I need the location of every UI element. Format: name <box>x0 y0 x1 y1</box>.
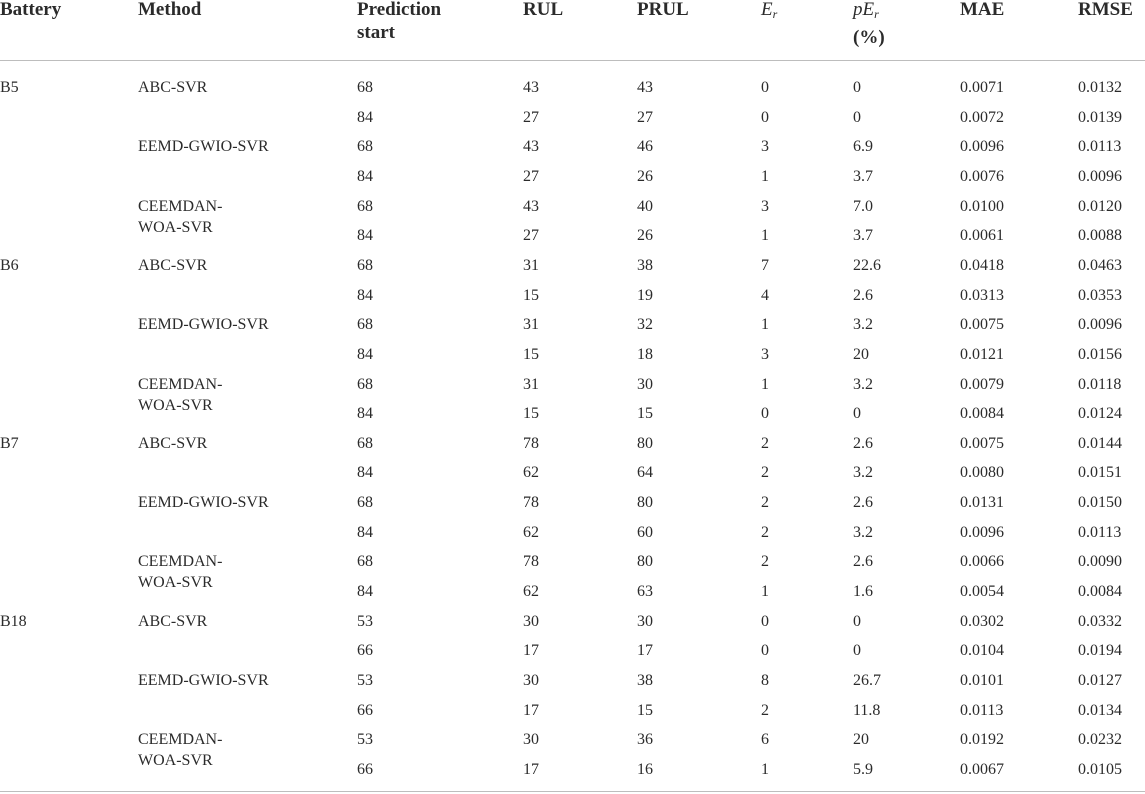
cell-er: 3 <box>761 346 769 363</box>
cell-er: 1 <box>761 316 769 333</box>
cell-rmse: 0.0132 <box>1078 79 1122 96</box>
cell-mae: 0.0054 <box>960 583 1004 600</box>
cell-mae: 0.0121 <box>960 346 1004 363</box>
cell-rul: 17 <box>523 642 539 659</box>
header-per-unit: (%) <box>853 27 885 48</box>
cell-prul: 30 <box>637 613 653 630</box>
cell-per: 2.6 <box>853 287 873 304</box>
cell-per: 2.6 <box>853 494 873 511</box>
cell-prul: 38 <box>637 257 653 274</box>
cell-mae: 0.0113 <box>960 702 1004 719</box>
cell-prul: 15 <box>637 702 653 719</box>
cell-mae: 0.0066 <box>960 553 1004 570</box>
cell-start: 66 <box>357 642 373 659</box>
cell-method: CEEMDAN- WOA-SVR <box>138 553 223 591</box>
cell-rul: 30 <box>523 731 539 748</box>
cell-er: 4 <box>761 287 769 304</box>
cell-prul: 64 <box>637 464 653 481</box>
cell-prul: 46 <box>637 138 653 155</box>
cell-er: 1 <box>761 168 769 185</box>
cell-mae: 0.0302 <box>960 613 1004 630</box>
cell-prul: 17 <box>637 642 653 659</box>
cell-rmse: 0.0332 <box>1078 613 1122 630</box>
cell-er: 2 <box>761 494 769 511</box>
cell-er: 3 <box>761 198 769 215</box>
cell-rul: 15 <box>523 287 539 304</box>
cell-prul: 26 <box>637 227 653 244</box>
cell-rmse: 0.0120 <box>1078 198 1122 215</box>
cell-per: 5.9 <box>853 761 873 778</box>
cell-per: 6.9 <box>853 138 873 155</box>
cell-rul: 78 <box>523 435 539 452</box>
cell-per: 20 <box>853 731 869 748</box>
cell-start: 66 <box>357 761 373 778</box>
cell-mae: 0.0075 <box>960 435 1004 452</box>
cell-per: 1.6 <box>853 583 873 600</box>
cell-prul: 26 <box>637 168 653 185</box>
cell-start: 53 <box>357 613 373 630</box>
cell-battery: B5 <box>0 79 19 96</box>
cell-rul: 62 <box>523 464 539 481</box>
cell-rmse: 0.0463 <box>1078 257 1122 274</box>
header-prul: PRUL <box>637 0 689 20</box>
cell-method: ABC-SVR <box>138 613 208 630</box>
cell-mae: 0.0313 <box>960 287 1004 304</box>
cell-rul: 31 <box>523 257 539 274</box>
cell-rul: 27 <box>523 109 539 126</box>
cell-er: 2 <box>761 464 769 481</box>
cell-start: 68 <box>357 435 373 452</box>
cell-method: ABC-SVR <box>138 79 208 96</box>
cell-rmse: 0.0084 <box>1078 583 1122 600</box>
cell-mae: 0.0104 <box>960 642 1004 659</box>
cell-per: 0 <box>853 79 861 96</box>
cell-er: 1 <box>761 583 769 600</box>
cell-start: 84 <box>357 168 373 185</box>
cell-start: 68 <box>357 376 373 393</box>
cell-rul: 27 <box>523 168 539 185</box>
cell-er: 6 <box>761 731 769 748</box>
cell-start: 66 <box>357 702 373 719</box>
cell-er: 0 <box>761 642 769 659</box>
cell-er: 0 <box>761 79 769 96</box>
table-header <box>0 0 1145 60</box>
cell-rmse: 0.0105 <box>1078 761 1122 778</box>
cell-mae: 0.0067 <box>960 761 1004 778</box>
cell-rmse: 0.0088 <box>1078 227 1122 244</box>
cell-rmse: 0.0194 <box>1078 642 1122 659</box>
header-mae: MAE <box>960 0 1005 20</box>
cell-prul: 60 <box>637 524 653 541</box>
header-battery: Battery <box>0 0 62 20</box>
cell-rmse: 0.0134 <box>1078 702 1122 719</box>
cell-rul: 15 <box>523 405 539 422</box>
cell-start: 84 <box>357 109 373 126</box>
cell-per: 2.6 <box>853 553 873 570</box>
cell-method: ABC-SVR <box>138 257 208 274</box>
header-rul: RUL <box>523 0 564 20</box>
cell-rul: 43 <box>523 198 539 215</box>
cell-per: 3.2 <box>853 464 873 481</box>
cell-er: 2 <box>761 524 769 541</box>
cell-method: EEMD-GWIO-SVR <box>138 672 269 689</box>
cell-rul: 17 <box>523 761 539 778</box>
cell-per: 0 <box>853 613 861 630</box>
cell-start: 53 <box>357 731 373 748</box>
cell-rul: 30 <box>523 613 539 630</box>
cell-start: 53 <box>357 672 373 689</box>
cell-er: 2 <box>761 435 769 452</box>
cell-start: 68 <box>357 553 373 570</box>
cell-start: 84 <box>357 346 373 363</box>
cell-rmse: 0.0144 <box>1078 435 1122 452</box>
cell-rmse: 0.0090 <box>1078 553 1122 570</box>
cell-start: 68 <box>357 79 373 96</box>
cell-mae: 0.0101 <box>960 672 1004 689</box>
cell-prul: 36 <box>637 731 653 748</box>
cell-battery: B18 <box>0 613 27 630</box>
cell-start: 68 <box>357 494 373 511</box>
cell-per: 2.6 <box>853 435 873 452</box>
cell-er: 0 <box>761 405 769 422</box>
cell-rul: 27 <box>523 227 539 244</box>
cell-method: EEMD-GWIO-SVR <box>138 494 269 511</box>
cell-rmse: 0.0150 <box>1078 494 1122 511</box>
cell-start: 84 <box>357 464 373 481</box>
cell-rmse: 0.0124 <box>1078 405 1122 422</box>
cell-prul: 80 <box>637 435 653 452</box>
cell-rmse: 0.0156 <box>1078 346 1122 363</box>
cell-start: 68 <box>357 316 373 333</box>
cell-rmse: 0.0127 <box>1078 672 1122 689</box>
cell-prul: 30 <box>637 376 653 393</box>
cell-mae: 0.0061 <box>960 227 1004 244</box>
cell-er: 1 <box>761 761 769 778</box>
cell-prul: 43 <box>637 79 653 96</box>
cell-rul: 62 <box>523 583 539 600</box>
header-er-main: E <box>761 0 773 20</box>
cell-er: 1 <box>761 227 769 244</box>
cell-rul: 78 <box>523 494 539 511</box>
header-rule <box>0 60 1145 61</box>
cell-er: 1 <box>761 376 769 393</box>
cell-rmse: 0.0096 <box>1078 168 1122 185</box>
cell-per: 7.0 <box>853 198 873 215</box>
cell-er: 7 <box>761 257 769 274</box>
header-er-sub: r <box>772 7 778 21</box>
header-rmse: RMSE <box>1078 0 1133 20</box>
cell-mae: 0.0100 <box>960 198 1004 215</box>
cell-er: 2 <box>761 702 769 719</box>
cell-start: 68 <box>357 198 373 215</box>
cell-mae: 0.0080 <box>960 464 1004 481</box>
cell-per: 3.7 <box>853 227 873 244</box>
cell-method: EEMD-GWIO-SVR <box>138 138 269 155</box>
cell-per: 0 <box>853 405 861 422</box>
cell-method: ABC-SVR <box>138 435 208 452</box>
cell-prul: 27 <box>637 109 653 126</box>
cell-rul: 78 <box>523 553 539 570</box>
cell-method: CEEMDAN- WOA-SVR <box>138 198 223 236</box>
cell-rmse: 0.0113 <box>1078 524 1122 541</box>
cell-start: 84 <box>357 287 373 304</box>
cell-mae: 0.0072 <box>960 109 1004 126</box>
header-per <box>853 0 885 49</box>
cell-mae: 0.0131 <box>960 494 1004 511</box>
header-per-sub: r <box>874 7 879 21</box>
cell-mae: 0.0071 <box>960 79 1004 96</box>
cell-mae: 0.0418 <box>960 257 1004 274</box>
cell-start: 84 <box>357 405 373 422</box>
cell-start: 68 <box>357 138 373 155</box>
cell-prul: 40 <box>637 198 653 215</box>
cell-mae: 0.0076 <box>960 168 1004 185</box>
cell-prul: 80 <box>637 494 653 511</box>
cell-per: 22.6 <box>853 257 881 274</box>
cell-er: 0 <box>761 109 769 126</box>
cell-per: 0 <box>853 642 861 659</box>
cell-rul: 43 <box>523 79 539 96</box>
cell-start: 84 <box>357 524 373 541</box>
cell-prul: 80 <box>637 553 653 570</box>
cell-rul: 43 <box>523 138 539 155</box>
cell-prul: 19 <box>637 287 653 304</box>
bottom-rule <box>0 791 1145 792</box>
cell-mae: 0.0079 <box>960 376 1004 393</box>
cell-prul: 18 <box>637 346 653 363</box>
cell-per: 20 <box>853 346 869 363</box>
cell-per: 11.8 <box>853 702 881 719</box>
cell-start: 68 <box>357 257 373 274</box>
cell-mae: 0.0096 <box>960 138 1004 155</box>
cell-prul: 38 <box>637 672 653 689</box>
cell-method: EEMD-GWIO-SVR <box>138 316 269 333</box>
cell-mae: 0.0096 <box>960 524 1004 541</box>
cell-method: CEEMDAN- WOA-SVR <box>138 731 223 769</box>
cell-rmse: 0.0139 <box>1078 109 1122 126</box>
cell-prul: 15 <box>637 405 653 422</box>
cell-prul: 32 <box>637 316 653 333</box>
cell-battery: B6 <box>0 257 19 274</box>
header-per-main: pE <box>853 0 875 20</box>
header-prediction-start-line1: Prediction <box>357 0 442 20</box>
cell-rmse: 0.0232 <box>1078 731 1122 748</box>
cell-per: 0 <box>853 109 861 126</box>
cell-rmse: 0.0151 <box>1078 464 1122 481</box>
cell-per: 26.7 <box>853 672 881 689</box>
cell-rul: 17 <box>523 702 539 719</box>
header-prediction-start-line2: start <box>357 22 395 43</box>
cell-er: 3 <box>761 138 769 155</box>
cell-rmse: 0.0113 <box>1078 138 1122 155</box>
cell-rul: 31 <box>523 316 539 333</box>
cell-er: 2 <box>761 553 769 570</box>
cell-method: CEEMDAN- WOA-SVR <box>138 376 223 414</box>
cell-per: 3.7 <box>853 168 873 185</box>
cell-start: 84 <box>357 583 373 600</box>
cell-rul: 15 <box>523 346 539 363</box>
cell-prul: 63 <box>637 583 653 600</box>
cell-rmse: 0.0096 <box>1078 316 1122 333</box>
cell-battery: B7 <box>0 435 19 452</box>
cell-rmse: 0.0353 <box>1078 287 1122 304</box>
cell-per: 3.2 <box>853 316 873 333</box>
cell-mae: 0.0075 <box>960 316 1004 333</box>
cell-er: 0 <box>761 613 769 630</box>
cell-prul: 16 <box>637 761 653 778</box>
cell-rul: 31 <box>523 376 539 393</box>
cell-per: 3.2 <box>853 524 873 541</box>
cell-rul: 30 <box>523 672 539 689</box>
cell-rul: 62 <box>523 524 539 541</box>
header-er <box>761 0 777 26</box>
cell-er: 8 <box>761 672 769 689</box>
cell-rmse: 0.0118 <box>1078 376 1122 393</box>
header-prediction-start <box>357 0 441 44</box>
cell-start: 84 <box>357 227 373 244</box>
cell-per: 3.2 <box>853 376 873 393</box>
cell-mae: 0.0192 <box>960 731 1004 748</box>
cell-mae: 0.0084 <box>960 405 1004 422</box>
header-method: Method <box>138 0 202 20</box>
